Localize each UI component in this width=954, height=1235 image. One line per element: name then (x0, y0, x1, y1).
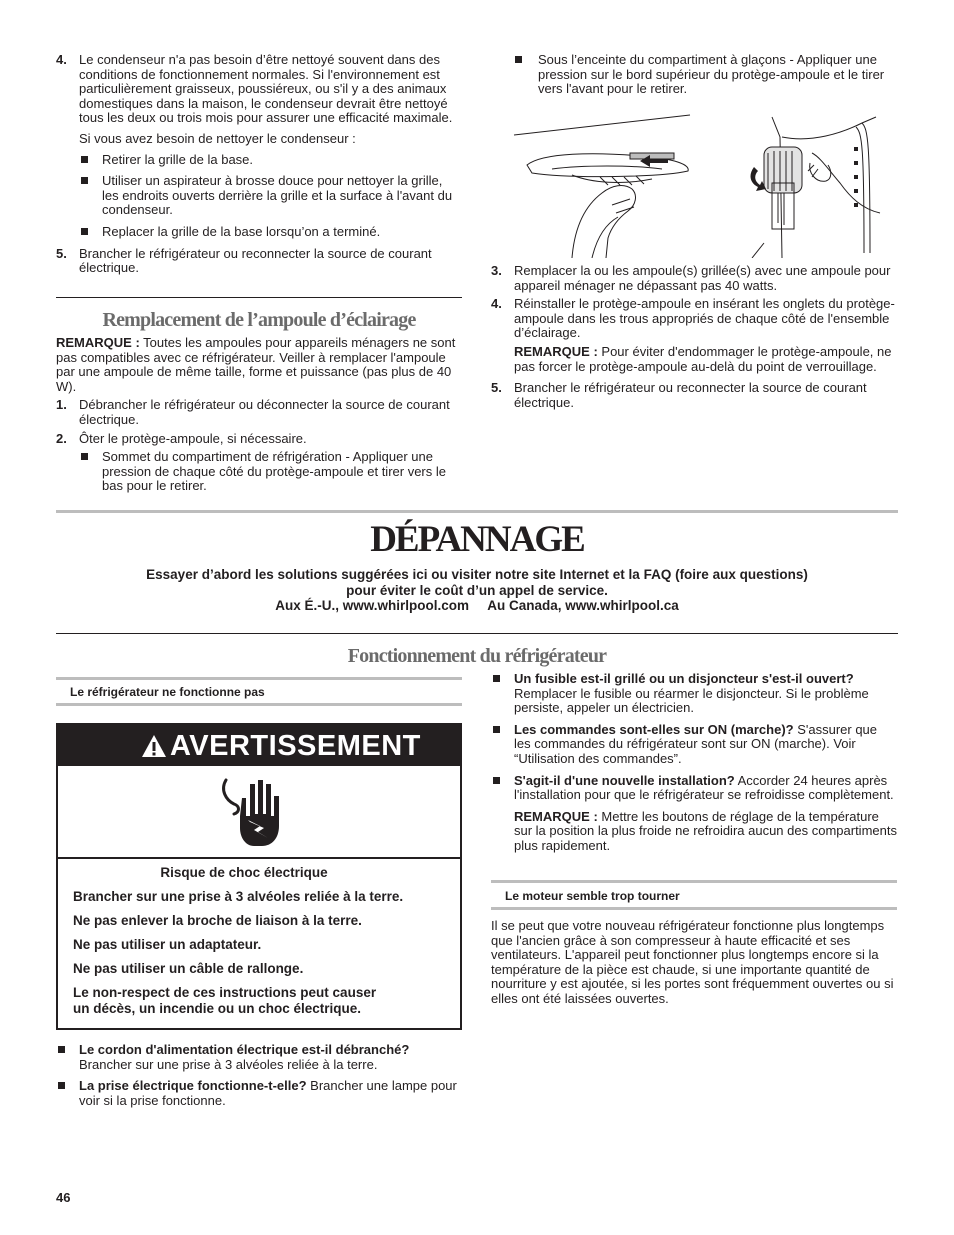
light-fixture (630, 153, 674, 159)
bullet-text (514, 723, 897, 767)
bulb-step-3 (491, 264, 897, 293)
bulb-section-heading: Remplacement de l’ampoule d’éclairage (102, 309, 416, 331)
step-text: Réinstaller le protège-ampoule en insérant les onglets du protège-ampoule dans les trous appropriés de chaque côté de l'ensemble d’éclairage. (514, 296, 895, 341)
warning-risk: Risque de choc électrique (160, 865, 328, 880)
warning-line: Ne pas utiliser un adaptateur. (73, 937, 262, 952)
bullet-text: Retirer la grille de la base. (102, 151, 254, 167)
section-divider (56, 297, 462, 298)
bullet-square-icon (81, 228, 88, 235)
warning-line: Ne pas enlever la broche de liaison à la terre. (73, 913, 362, 928)
bullet-question: Les commandes sont-elles sur ON (marche)? (514, 721, 794, 737)
condenser-section (56, 53, 462, 276)
warning-final: un décès, un incendie ou un choc électrique. (73, 1001, 362, 1016)
warning-final: Le non-respect de ces instructions peut causer (73, 985, 377, 1000)
step-text: Brancher le réfrigérateur ou reconnecter la source de courant électrique. (514, 380, 867, 410)
bullet-text: Sommet du compartiment de réfrigération - Appliquer une pression de chaque côté du protège-ampoule et tirer vers le bas pour le retirer. (102, 449, 446, 494)
subheading-top-rule (56, 677, 462, 680)
note-text: Pour éviter d'endommager le protège-ampoule, ne pas forcer le protège-ampoule au-delà du point de verrouillage. (514, 343, 892, 374)
ice-compartment-illustration (712, 113, 884, 258)
intro-line: pour éviter le coût d’un appel de service. (346, 582, 608, 598)
bullet-text (79, 1079, 462, 1108)
subheading-bottom-rule (56, 703, 462, 706)
subheading-bottom-rule (491, 907, 897, 910)
bullet-item (491, 53, 897, 97)
bullet-square-icon (58, 1082, 65, 1089)
step-number: 3. (491, 263, 502, 278)
step-4-condenser (56, 53, 462, 240)
not-working-bullets (56, 1043, 462, 1108)
section-divider (56, 633, 898, 634)
subheading-top-rule (491, 880, 897, 883)
note-label: REMARQUE : (56, 335, 140, 350)
depannage-intro (56, 567, 898, 614)
step-number: 1. (56, 397, 67, 413)
bullet-answer: Accorder 24 heures après l'installation pour que le réfrigérateur se refroidisse complètement. (514, 772, 894, 803)
step-number: 4. (491, 296, 502, 312)
bullet-square-icon (493, 726, 500, 733)
step-number: 5. (491, 380, 502, 396)
warning-box (56, 723, 462, 1030)
bullet-square-icon (81, 177, 88, 184)
note-text: Toutes les ampoules pour appareils ménagers ne sont pas compatibles avec ce réfrigérateur. Veiller à remplacer l'ampoule par une ampoule de même taille, forme et puissance (pas plus de 40 W). (56, 335, 456, 394)
bulb-section-left (56, 308, 462, 494)
note-label: REMARQUE : (514, 808, 598, 824)
step-number: 2. (56, 430, 67, 446)
bullet-square-icon (58, 1046, 65, 1053)
bulb-note (56, 336, 462, 394)
bullet-answer: Brancher sur une prise à 3 alvéoles reliée à la terre. (79, 1056, 378, 1072)
bullet-item (491, 723, 897, 767)
bullet-text: Replacer la grille de la base lorsqu’on a terminé. (102, 223, 381, 239)
bulb-steps-right (491, 264, 897, 410)
bulb-step-4 (491, 297, 897, 374)
step-number: 5. (56, 245, 67, 261)
bullet-square-icon (515, 56, 522, 63)
step-number: 4. (56, 52, 67, 67)
warning-line: Brancher sur une prise à 3 alvéoles reliée à la terre. (73, 889, 404, 904)
bullet-text (79, 1043, 462, 1072)
bullet-answer: Remplacer le fusible ou réarmer le disjoncteur. Si le problème persiste, appeler un électricien. (514, 685, 869, 716)
bullet-square-icon (493, 675, 500, 682)
step-4-note (514, 345, 897, 374)
bullet-text: Utiliser un aspirateur à brosse douce pour nettoyer la grille, les endroits ouverts derrière la grille et la surface à l'avant du condenseur. (102, 173, 453, 218)
motor-heading: Le moteur semble trop tourner (505, 889, 680, 903)
bullet-item (491, 774, 897, 854)
install-note (514, 810, 897, 854)
intro-line: Essayer d’abord les solutions suggérées ici ou visiter notre site Internet et la FAQ (foire aux questions) (146, 567, 808, 582)
page-title: DÉPANNAGE (370, 519, 584, 560)
bulb-step-5 (491, 381, 897, 410)
banner-top-rule (56, 510, 898, 513)
warning-title: AVERTISSEMENT (170, 730, 421, 762)
step-text: Brancher le réfrigérateur ou reconnecter la source de courant électrique. (79, 245, 432, 276)
warning-header (58, 725, 460, 766)
bullet-item (79, 225, 462, 240)
hand-outline (572, 186, 635, 258)
step-text: Ôter le protège-ampoule, si nécessaire. (79, 430, 307, 446)
bullet-text: Sous l’enceinte du compartiment à glaçons - Appliquer une pression sur le bord supérieur du protège-ampoule et le tirer vers l'avant pour le retirer. (538, 52, 885, 97)
intro-urls: Aux É.-U., www.whirlpool.com Au Canada, www.whirlpool.ca (275, 598, 679, 613)
bullet-question: Le cordon d'alimentation électrique est-il débranché? (79, 1042, 410, 1057)
bullet-question: Un fusible est-il grillé ou un disjoncteur s'est-il ouvert? (514, 671, 854, 686)
bullet-item (79, 450, 462, 494)
note-label: REMARQUE : (514, 343, 598, 359)
warning-text (73, 865, 445, 1017)
bullet-item (79, 153, 462, 168)
ceiling-line (514, 115, 690, 135)
step-text: Remplacer la ou les ampoule(s) grillée(s) avec une ampoule pour appareil ménager ne dépassant pas 40 watts. (514, 263, 891, 293)
step-text: Débrancher le réfrigérateur ou déconnecter la source de courant électrique. (79, 397, 450, 427)
electric-shock-hand-icon (220, 776, 286, 850)
light-shield-removal-illustration (512, 113, 692, 258)
bullet-text (514, 774, 897, 803)
bullet-answer: S'assurer que les commandes du réfrigérateur sont sur ON (marche). Voir “Utilisation des commandes”. (514, 721, 878, 766)
bullet-square-icon (493, 777, 500, 784)
step-subtext: Si vous avez besoin de nettoyer le condenseur : (79, 130, 356, 146)
page-number: 46 (56, 1190, 71, 1205)
warning-icon-area (58, 766, 460, 859)
operation-bullets-right (491, 672, 897, 854)
note-text: Mettre les boutons de réglage de la température sur la position la plus froide ne refroidira aucun des compartiments plus rapidement. (514, 808, 897, 853)
bulb-section-right (491, 53, 897, 97)
bulb-shield (764, 147, 802, 193)
warning-line: Ne pas utiliser un câble de rallonge. (73, 961, 304, 976)
bullet-item (79, 174, 462, 218)
warning-triangle-icon (140, 733, 168, 759)
bulb-step-2 (56, 432, 462, 494)
bullet-square-icon (81, 453, 88, 460)
bulb-step-1 (56, 398, 462, 427)
bullet-answer: Brancher une lampe pour voir si la prise fonctionne. (79, 1078, 457, 1108)
bullet-item (56, 1079, 462, 1108)
bullet-item (56, 1043, 462, 1072)
step-5-condenser (56, 247, 462, 276)
bullet-square-icon (81, 156, 88, 163)
not-working-heading: Le réfrigérateur ne fonctionne pas (70, 685, 265, 699)
bullet-item (491, 672, 897, 716)
step-text: Le condenseur n'a pas besoin d’être nettoyé souvent dans des conditions de fonctionnement normales. Si l'environnement est particulièrement graisseux, poussiéreux, ou s'il y a des animaux domestiques dans la maison, le condenseur devrait être nettoyé tous les deux ou trois mois pour assurer une efficacité maximale. (79, 52, 453, 126)
bullet-question: La prise électrique fonctionne-t-elle? (79, 1078, 307, 1094)
bullet-question: S'agit-il d'une nouvelle installation? (514, 772, 735, 788)
bullet-text (514, 672, 897, 716)
motor-text: Il se peut que votre nouveau réfrigérateur fonctionne plus longtemps que l'ancien grâce à son compresseur à haute efficacité et ses ventilateurs. L'appareil peut fonctionner plus longtemps encore si la température de la pièce est chaude, si une importante quantité de nourriture y est ajoutée, si les portes sont fréquemment ouvertes ou si elles ont été laissées ouvertes. (491, 918, 894, 1006)
operation-section-heading: Fonctionnement du réfrigérateur (347, 645, 607, 667)
